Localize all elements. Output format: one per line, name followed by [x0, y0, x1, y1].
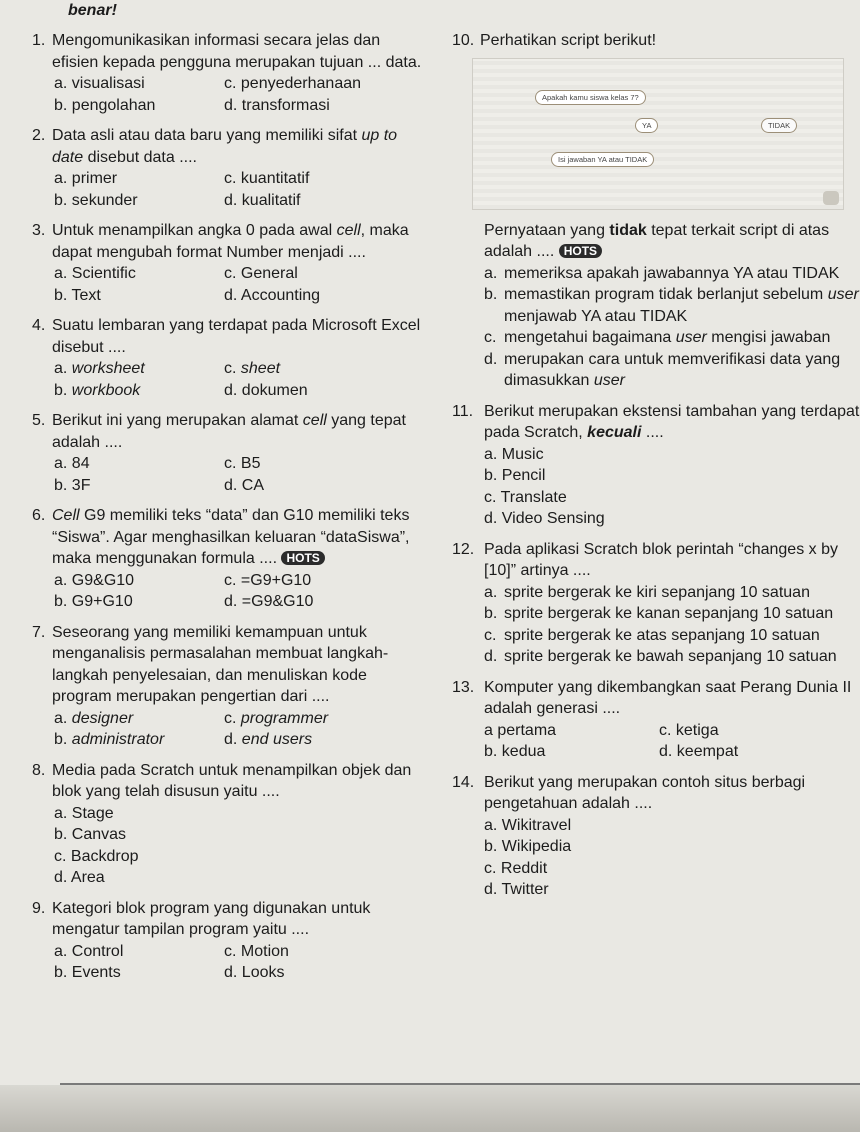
- options-q1: [32, 73, 424, 116]
- question-text: Seseorang yang memiliki kemampuan untuk menganalisis permasalahan membuat langkah-langkah penyelesaian, dan menuliskan kode program merupakan pengertian dari ....: [52, 623, 389, 705]
- option: d. Area: [54, 869, 105, 886]
- option: a. G9&G10: [54, 571, 135, 589]
- option: d. CA: [224, 476, 265, 494]
- hots-badge: HOTS: [281, 551, 324, 565]
- option: c. Motion: [224, 942, 289, 960]
- option: d. transformasi: [224, 96, 330, 114]
- scratch-ya-input: YA: [635, 118, 658, 133]
- question-2: [32, 125, 424, 168]
- option: b. G9+G10: [54, 593, 133, 610]
- option: d. dokumen: [224, 381, 308, 399]
- option: b. Wikipedia: [484, 838, 572, 855]
- option: d. end users: [224, 731, 313, 748]
- question-14: [452, 772, 860, 815]
- option: a. memeriksa apakah jawabannya YA atau TIDAK: [484, 264, 840, 282]
- option: c. Reddit: [484, 859, 548, 877]
- option: d. =G9&G10: [224, 593, 314, 610]
- option: c. programmer: [224, 709, 329, 727]
- options-q8: [32, 803, 424, 889]
- left-column: [32, 30, 424, 984]
- question-text: Perhatikan script berikut!: [480, 32, 657, 49]
- scratch-tidak-input: TIDAK: [761, 118, 797, 133]
- option: b. 3F: [54, 476, 91, 494]
- question-8: [32, 760, 424, 803]
- option: a. Wikitravel: [484, 816, 572, 834]
- question-text: Berikut ini yang merupakan alamat cell yang tepat adalah ....: [52, 412, 406, 451]
- options-q9: [32, 941, 424, 984]
- option: a. Scientific: [54, 265, 136, 282]
- option: c. B5: [224, 455, 261, 472]
- scratch-script-image: [472, 58, 844, 210]
- question-text: Kategori blok program yang digunakan untuk mengatur tampilan program yaitu ....: [52, 899, 371, 938]
- options-q10: [452, 263, 860, 392]
- option: a. worksheet: [54, 360, 145, 377]
- option: b. Events: [54, 964, 121, 981]
- options-q3: [32, 263, 424, 306]
- question-9: [32, 898, 424, 941]
- option: c. sheet: [224, 360, 281, 377]
- question-text: Berikut yang merupakan contoh situs berbagi pengetahuan adalah ....: [484, 773, 806, 812]
- option: b. sprite bergerak ke kanan sepanjang 10 satuan: [484, 605, 834, 622]
- option: b. memastikan program tidak berlanjut sebelum user menjawab YA atau TIDAK: [484, 286, 859, 325]
- option: b. kedua: [484, 743, 546, 760]
- option: a. visualisasi: [54, 75, 145, 92]
- scratch-cat-icon: [823, 191, 839, 205]
- option: b. Pencil: [484, 467, 546, 484]
- question-10: [452, 30, 860, 52]
- question-number: 7.: [32, 623, 46, 641]
- option: d. sprite bergerak ke bawah sepanjang 10 satuan: [484, 648, 837, 665]
- question-number: 10.: [452, 32, 475, 49]
- question-text: Suatu lembaran yang terdapat pada Microsoft Excel disebut ....: [52, 317, 421, 356]
- question-number: 1.: [32, 32, 46, 49]
- options-q11: [452, 444, 860, 530]
- question-number: 8.: [32, 761, 46, 779]
- option: b. workbook: [54, 381, 141, 399]
- option: a. sprite bergerak ke kiri sepanjang 10 satuan: [484, 583, 810, 601]
- question-number: 5.: [32, 412, 46, 429]
- question-12: [452, 539, 860, 582]
- option: a. primer: [54, 170, 118, 187]
- option: b. Canvas: [54, 826, 127, 843]
- options-q12: [452, 582, 860, 668]
- question-4: [32, 315, 424, 358]
- question-number: 2.: [32, 127, 46, 144]
- option: a. Control: [54, 942, 124, 960]
- question-number: 6.: [32, 507, 46, 524]
- question-number: 13.: [452, 678, 475, 696]
- question-text: Media pada Scratch untuk menampilkan objek dan blok yang telah disusun yaitu ....: [52, 761, 412, 800]
- question-number: 4.: [32, 317, 46, 334]
- option: d. Accounting: [224, 286, 321, 304]
- option: b. administrator: [54, 731, 165, 748]
- question-1: [32, 30, 424, 73]
- option: c. penyederhanaan: [224, 75, 362, 92]
- question-text: Komputer yang dikembangkan saat Perang Dunia II adalah generasi ....: [484, 678, 852, 717]
- option: a. Music: [484, 445, 544, 463]
- header-text: benar!: [68, 2, 117, 19]
- question-text: Berikut merupakan ekstensi tambahan yang terdapat pada Scratch, kecuali ....: [484, 402, 860, 441]
- question-11: [452, 401, 860, 444]
- option: a. designer: [54, 709, 134, 727]
- question-text: Cell G9 memiliki teks “data” dan G10 memiliki teks “Siswa”. Agar menghasilkan keluaran “dataSiswa”, maka menggunakan formula .... HOTS: [52, 507, 410, 567]
- option: c. =G9+G10: [224, 571, 312, 589]
- option: c. General: [224, 265, 298, 282]
- option: a. 84: [54, 455, 90, 472]
- options-q13: [452, 720, 860, 763]
- option: d. Video Sensing: [484, 510, 605, 527]
- option: c. sprite bergerak ke atas sepanjang 10 satuan: [484, 626, 820, 644]
- page-bottom-edge: [0, 1085, 860, 1132]
- option: c. kuantitatif: [224, 170, 310, 187]
- option: a pertama: [484, 721, 557, 739]
- option: b. pengolahan: [54, 96, 156, 114]
- question-7: [32, 622, 424, 708]
- question-6: [32, 505, 424, 570]
- option: c. Backdrop: [54, 847, 139, 865]
- option: b. Text: [54, 286, 101, 304]
- option: b. sekunder: [54, 191, 138, 209]
- right-column: [452, 30, 860, 901]
- options-q7: [32, 708, 424, 751]
- option: a. Stage: [54, 804, 114, 822]
- question-number: 11.: [452, 402, 474, 420]
- options-q2: [32, 168, 424, 211]
- option: c. mengetahui bagaimana user mengisi jawaban: [484, 329, 831, 346]
- question-text: Mengomunikasikan informasi secara jelas dan efisien kepada pengguna merupakan tujuan ... data.: [52, 32, 422, 71]
- option: d. keempat: [659, 743, 739, 760]
- question-text: Pada aplikasi Scratch blok perintah “changes x by [10]” artinya ....: [484, 540, 838, 579]
- hots-badge: HOTS: [559, 244, 602, 258]
- options-q6: [32, 570, 424, 613]
- option: d. merupakan cara untuk memverifikasi data yang dimasukkan user: [484, 350, 841, 389]
- option: d. Looks: [224, 964, 285, 981]
- options-q4: [32, 358, 424, 401]
- question-text: Data asli atau data baru yang memiliki sifat up to date disebut data ....: [52, 127, 398, 166]
- question-number: 9.: [32, 899, 46, 917]
- question-number: 14.: [452, 773, 475, 791]
- options-q14: [452, 815, 860, 901]
- question-number: 3.: [32, 222, 46, 239]
- option: d. Twitter: [484, 881, 549, 898]
- option: d. kualitatif: [224, 191, 301, 209]
- question-5: [32, 410, 424, 453]
- question-3: [32, 220, 424, 263]
- option: c. Translate: [484, 488, 567, 506]
- question-number: 12.: [452, 540, 475, 558]
- scratch-ask-input: Apakah kamu siswa kelas 7?: [535, 90, 646, 105]
- question-13: [452, 677, 860, 720]
- question-10-stem: Pernyataan yang tidak tepat terkait script di atas adalah .... HOTS: [484, 221, 830, 260]
- options-q5: [32, 453, 424, 496]
- scratch-ask-input-2: Isi jawaban YA atau TIDAK: [551, 152, 654, 167]
- option: c. ketiga: [659, 721, 719, 739]
- question-text: Untuk menampilkan angka 0 pada awal cell, maka dapat mengubah format Number menjadi ....: [52, 222, 409, 261]
